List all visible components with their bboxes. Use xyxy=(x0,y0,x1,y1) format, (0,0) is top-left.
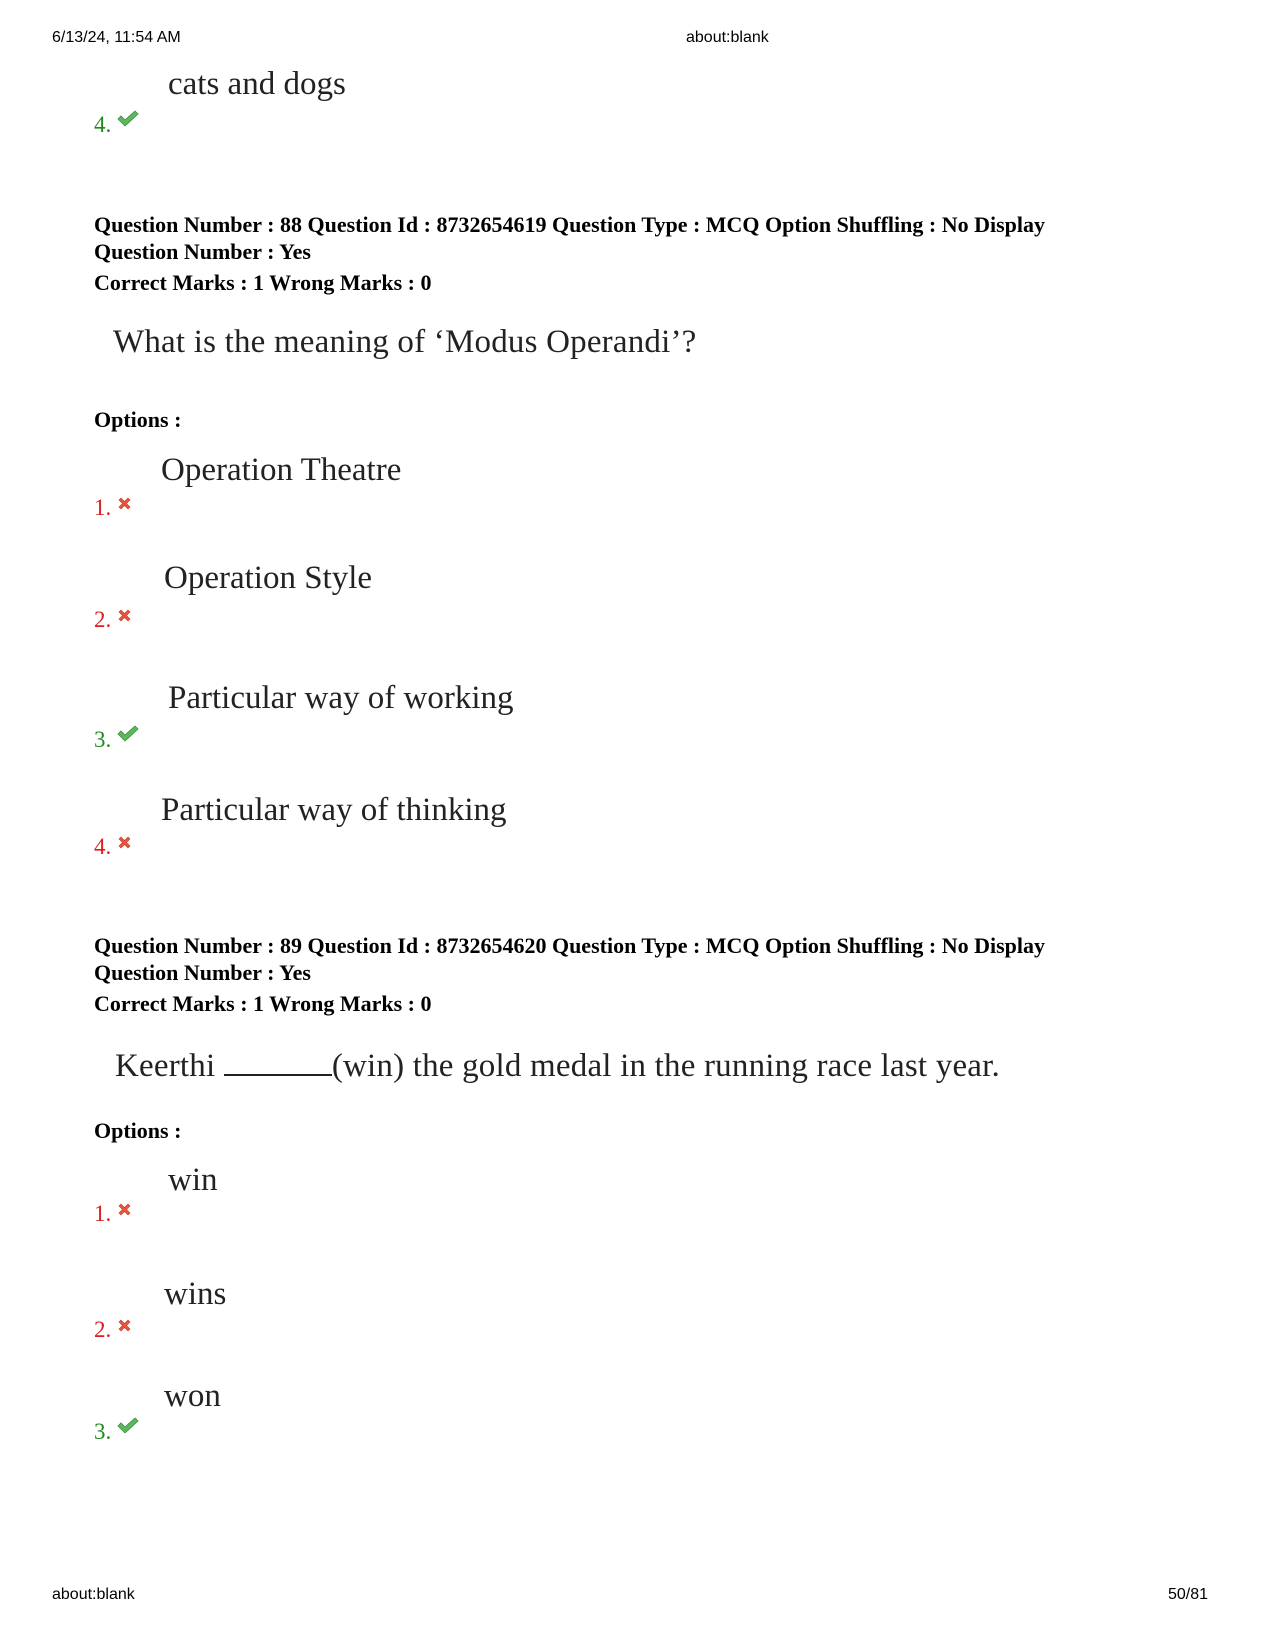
option-number xyxy=(94,1415,139,1445)
question-meta-line: Question Number : Yes xyxy=(94,960,311,985)
option-text: won xyxy=(164,1378,221,1414)
option-text: Particular way of thinking xyxy=(161,792,507,828)
options-label: Options : xyxy=(94,407,182,432)
question-88-meta xyxy=(94,211,1214,296)
option-number-label: 2. xyxy=(94,1317,112,1342)
question-89-text xyxy=(115,1048,1000,1085)
question-meta-line: Question Number : 89 Question Id : 8732654620 Question Type : MCQ Option Shuffling : No Display xyxy=(94,933,1046,958)
cross-icon xyxy=(117,603,132,629)
cross-icon xyxy=(117,830,132,856)
question-meta-line: Question Number : Yes xyxy=(94,239,311,264)
option-text: Particular way of working xyxy=(168,680,514,716)
print-footer-url: about:blank xyxy=(52,1586,135,1603)
option-text: Operation Theatre xyxy=(161,452,402,488)
option-text: wins xyxy=(164,1276,227,1312)
option-number-label: 4. xyxy=(94,112,112,137)
question-88-text: What is the meaning of ‘Modus Operandi’? xyxy=(113,324,697,360)
option-number xyxy=(94,830,132,860)
option-number xyxy=(94,108,139,138)
check-icon xyxy=(117,108,139,134)
question-meta-line: Question Number : 88 Question Id : 8732654619 Question Type : MCQ Option Shuffling : No Display xyxy=(94,212,1046,237)
question-89-meta xyxy=(94,932,1214,1017)
option-text: win xyxy=(168,1162,218,1198)
option-number xyxy=(94,723,139,753)
option-number xyxy=(94,1197,132,1227)
option-number-label: 1. xyxy=(94,495,112,520)
cross-icon xyxy=(117,491,132,517)
option-number xyxy=(94,603,132,633)
option-number xyxy=(94,491,132,521)
question-text-start: Keerthi xyxy=(115,1048,216,1084)
cross-icon xyxy=(117,1313,132,1339)
option-number xyxy=(94,1313,132,1343)
option-number-label: 4. xyxy=(94,834,112,859)
option-number-label: 1. xyxy=(94,1201,112,1226)
question-text-end: (win) the gold medal in the running race last year. xyxy=(331,1048,1000,1084)
fill-blank xyxy=(224,1048,332,1076)
print-datetime: 6/13/24, 11:54 AM xyxy=(52,29,181,46)
options-label: Options : xyxy=(94,1118,182,1143)
cross-icon xyxy=(117,1197,132,1223)
question-marks: Correct Marks : 1 Wrong Marks : 0 xyxy=(94,270,432,295)
question-marks: Correct Marks : 1 Wrong Marks : 0 xyxy=(94,991,432,1016)
print-url: about:blank xyxy=(686,29,769,46)
option-text: cats and dogs xyxy=(168,66,346,102)
check-icon xyxy=(117,723,139,749)
option-number-label: 3. xyxy=(94,727,112,752)
option-number-label: 2. xyxy=(94,607,112,632)
option-text: Operation Style xyxy=(164,560,373,596)
page-number: 50/81 xyxy=(1168,1586,1209,1603)
check-icon xyxy=(117,1415,139,1441)
option-number-label: 3. xyxy=(94,1419,112,1444)
